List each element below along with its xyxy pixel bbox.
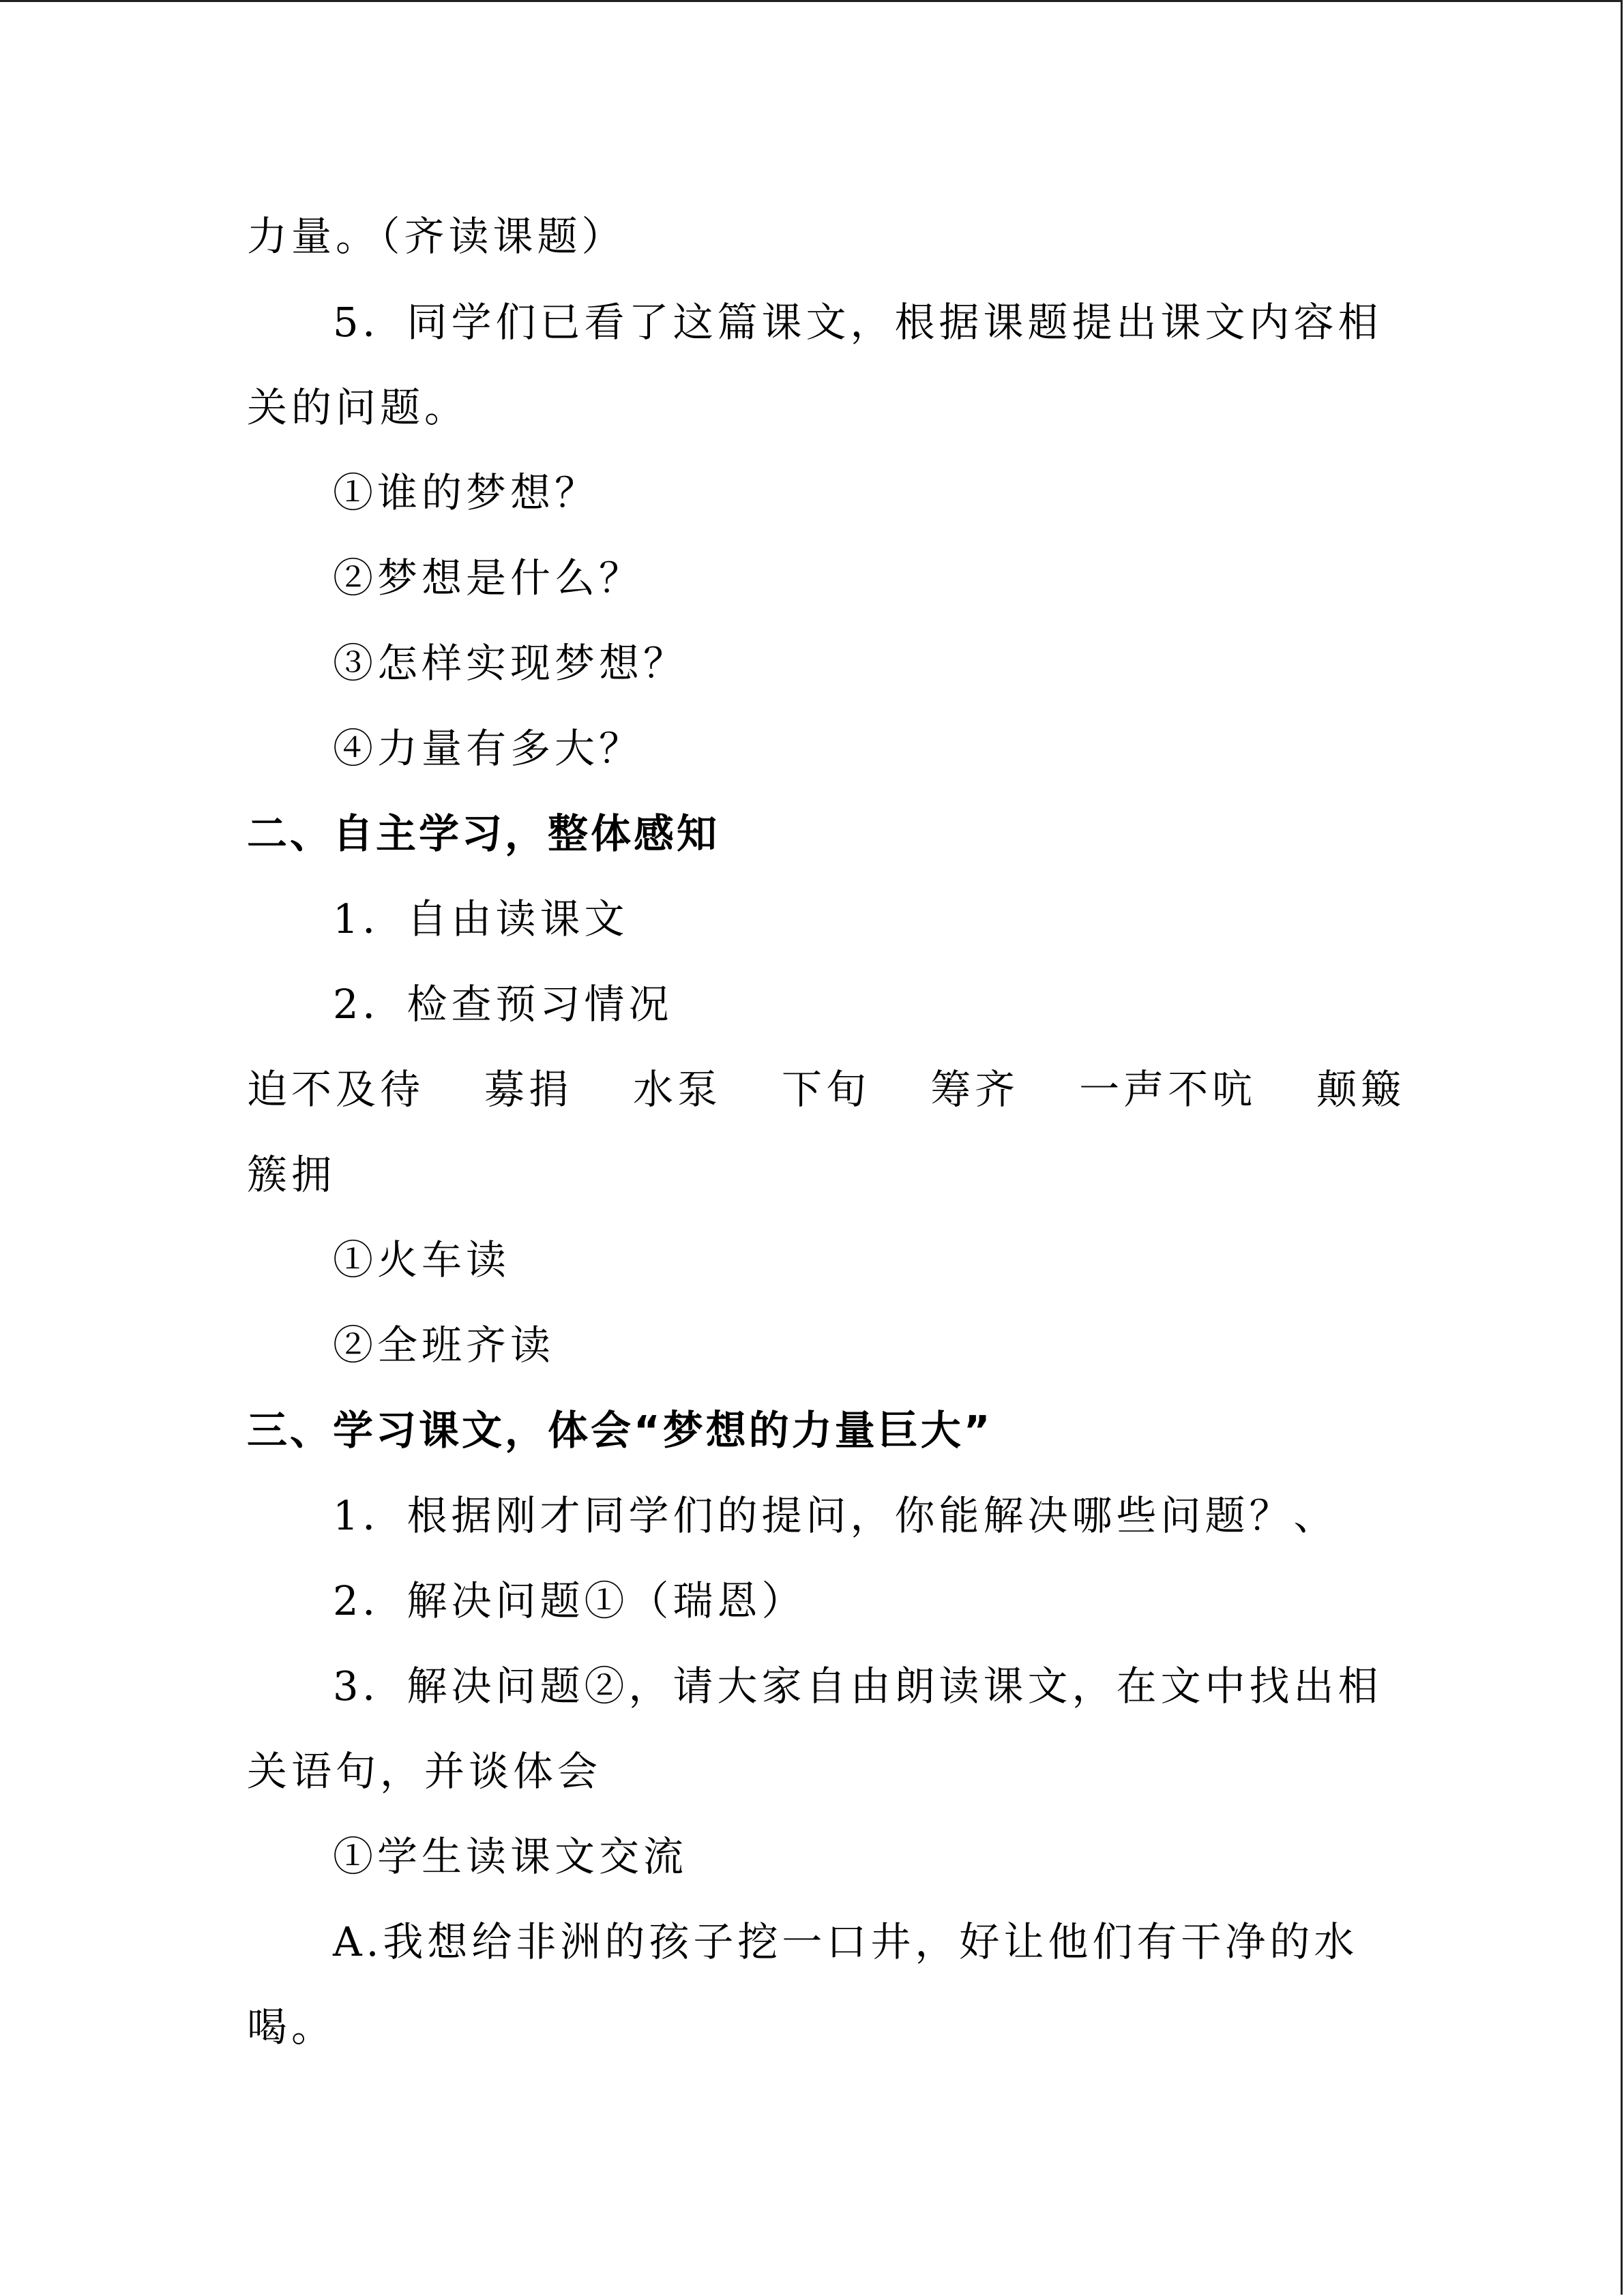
question-item: ②梦想是什么？ (333, 554, 644, 601)
vocab-word: 颠簸 (1316, 1066, 1406, 1113)
vocab-word: 簇拥 (247, 1151, 336, 1198)
text-line: A.我想给非洲的孩子挖一口井，好让他们有干净的水 (333, 1918, 1359, 1965)
vocab-word: 水泵 (633, 1066, 722, 1113)
section-heading: 二、自主学习，整体感知 (247, 810, 720, 857)
vocab-row (247, 1066, 1465, 1114)
text-line: 5．同学们已看了这篇课文，根据课题提出课文内容相 (333, 299, 1383, 346)
text-line: 3．解决问题②，请大家自由朗读课文，在文中找出相 (333, 1663, 1383, 1710)
text-line: 关的问题。 (247, 384, 469, 431)
vocab-word: 一声不吭 (1079, 1066, 1257, 1113)
text-line: 2．解决问题①（瑞恩） (333, 1577, 806, 1624)
text-line: ①火车读 (333, 1236, 511, 1283)
text-line: 关语句，并谈体会 (247, 1748, 602, 1795)
text-line: 1．根据刚才同学们的提问，你能解决哪些问题？、 (333, 1492, 1338, 1539)
text-line: 喝。 (247, 2003, 336, 2051)
question-item: ③怎样实现梦想？ (333, 640, 688, 687)
vocab-word: 迫不及待 (247, 1066, 425, 1113)
section-heading: 三、学习课文，体会“梦想的力量巨大” (247, 1407, 993, 1454)
text-line: 力量。（齐读课题） (247, 213, 626, 260)
vocab-word: 募捐 (484, 1066, 574, 1113)
text-line: ②全班齐读 (333, 1322, 555, 1369)
vocab-word: 筹齐 (930, 1066, 1020, 1113)
text-line: 2．检查预习情况 (333, 981, 673, 1028)
vocab-word: 下旬 (782, 1066, 871, 1113)
question-item: ④力量有多大？ (333, 725, 644, 772)
text-line: ①学生读课文交流 (333, 1833, 688, 1880)
text-line: 1．自由读课文 (333, 895, 629, 942)
question-item: ①谁的梦想？ (333, 469, 600, 516)
